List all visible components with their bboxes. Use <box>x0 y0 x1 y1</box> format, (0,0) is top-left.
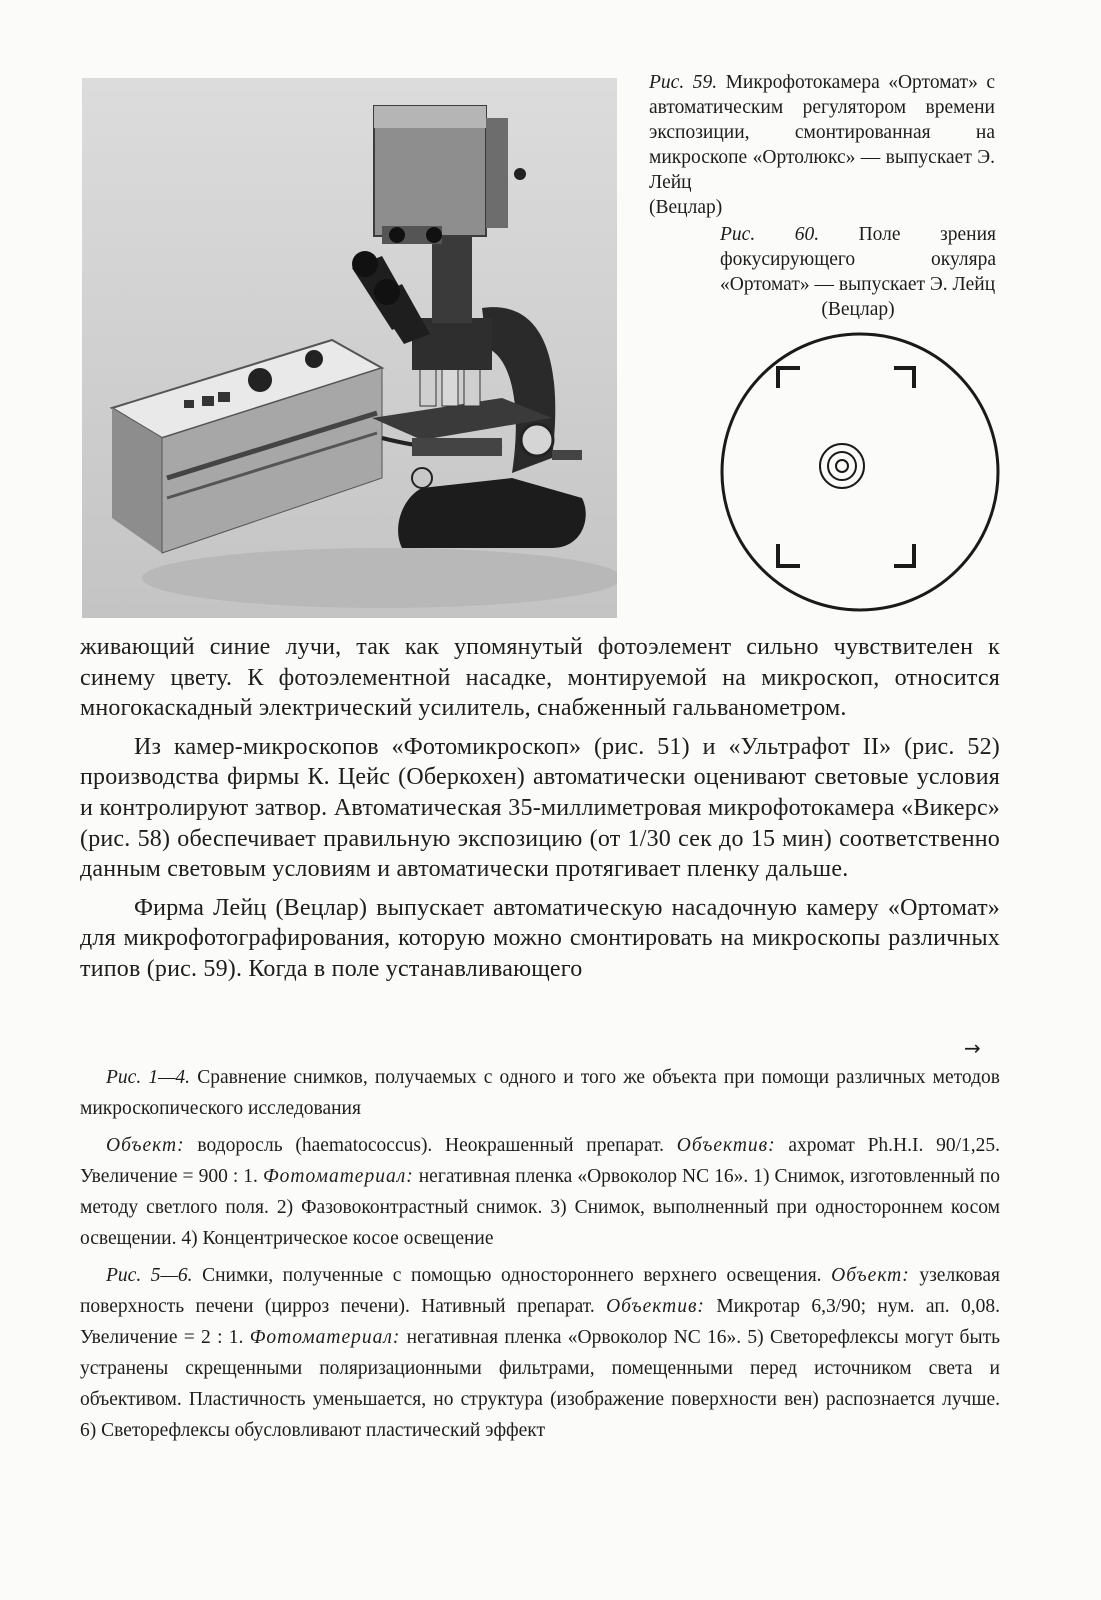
frame-corner-top-left <box>778 368 800 388</box>
figure-60-caption-text: Поле зрения фокусирующего окуляра «Ортомат» — выпускает Э. Лейц <box>720 224 996 295</box>
figure-60-caption <box>720 222 996 322</box>
figure-60-caption-end: (Вецлар) <box>821 299 895 320</box>
frame-corner-bottom-right <box>894 544 914 566</box>
figure-59-caption-text: Микрофотокамера «Ортомат» с автоматическим регулятором времени экспозиции, смонтированная на микроскопе «Ортолюкс» — выпускает Э. Лейц <box>649 72 995 193</box>
note-2-lens-label: Объектив: <box>676 1135 776 1156</box>
center-ring-outer <box>820 444 864 488</box>
body-paragraph-1: живающий синие лучи, так как упомянутый фотоэлемент сильно чувствителен к синему цвету. К фотоэлементной насадке, монтируемой на микроскоп, относится многокаскадный электрический усилитель, снабженный гальванометром. <box>80 634 1000 722</box>
note-2-film: негативная пленка «Орвоколор NC 16». 1) Снимок, изготовленный по методу светлого поля. 2) Фазовоконтрастный снимок. 3) Снимок, выполненный при одностороннем косом освещении. 4) Концентрическое косое освещение <box>80 1166 1001 1249</box>
field-circle <box>722 334 998 610</box>
note-3-label: Рис. 5—6. <box>106 1265 193 1286</box>
note-3-film-label: Фотоматериал: <box>249 1327 401 1348</box>
figure-59-caption <box>649 70 995 220</box>
center-ring-inner <box>828 452 856 480</box>
note-3-object: узелковая поверхность печени (цирроз печени). Нативный препарат. <box>80 1265 1001 1317</box>
body-paragraph-2: Из камер-микроскопов «Фотомикроскоп» (рис. 51) и «Ультрафот II» (рис. 52) производства фирмы К. Цейс (Оберкохен) автоматически оценивают световые условия и контролируют затвор. Автоматическая 35-миллиметровая микрофотокамера «Викерс» (рис. 58) обеспечивает правильную экспозицию (от 1/30 сек до 15 мин) соответственно данным световым условиям и автоматически протягивает пленку дальше. <box>80 733 1000 883</box>
note-1-label: Рис. 1—4. <box>106 1067 191 1088</box>
microscope-camera-photo <box>82 78 617 618</box>
eyepiece-field-diagram <box>716 326 1004 626</box>
body-paragraph-3: Фирма Лейц (Вецлар) выпускает автоматическую насадочную камеру «Ортомат» для микрофотографирования, которую можно смонтировать на микроскопы различных типов (рис. 59). Когда в поле устанавливающего <box>80 894 1000 982</box>
center-dot <box>836 460 848 472</box>
note-figures-1-4-details <box>80 1130 1000 1254</box>
figure-59-label: Рис. 59. <box>649 72 718 93</box>
figure-59-caption-end: (Вецлар) <box>649 197 723 218</box>
figure-60-label: Рис. 60. <box>720 224 820 245</box>
note-3-film: негативная пленка «Орвоколор NC 16». 5) Светорефлексы могут быть устранены скрещенными поляризационными фильтрами, помещенными перед источником света и объективом. Пластичность уменьшается, но структура (изображение поверхности вен) распознается лучше. 6) Светорефлексы обусловливают пластический эффект <box>80 1327 1000 1441</box>
body-text <box>80 632 1000 985</box>
frame-corner-bottom-left <box>778 544 800 566</box>
note-2-lens: ахромат Ph.H.I. 90/1,25. Увеличение = 900 : 1. <box>80 1135 1001 1187</box>
note-3-lens-label: Объектив: <box>606 1296 705 1317</box>
note-3-object-label: Объект: <box>831 1265 910 1286</box>
note-2-object-label: Объект: <box>106 1135 185 1156</box>
note-2-film-label: Фотоматериал: <box>262 1166 414 1187</box>
note-2-object: водоросль (haematococcus). Неокрашенный препарат. <box>197 1135 665 1156</box>
note-figures-5-6 <box>80 1260 1000 1446</box>
continuation-arrow: → <box>964 1036 981 1060</box>
plate-notes <box>80 1062 1000 1446</box>
note-3-lens: Микротар 6,3/90; нум. ап. 0,08. Увеличение = 2 : 1. <box>80 1296 1001 1348</box>
note-figures-1-4 <box>80 1062 1000 1124</box>
frame-corner-top-right <box>894 368 914 388</box>
note-1-text: Сравнение снимков, получаемых с одного и того же объекта при помощи различных методов микроскопического исследования <box>80 1067 1000 1119</box>
note-3-text: Снимки, полученные с помощью одностороннего верхнего освещения. <box>202 1265 822 1286</box>
